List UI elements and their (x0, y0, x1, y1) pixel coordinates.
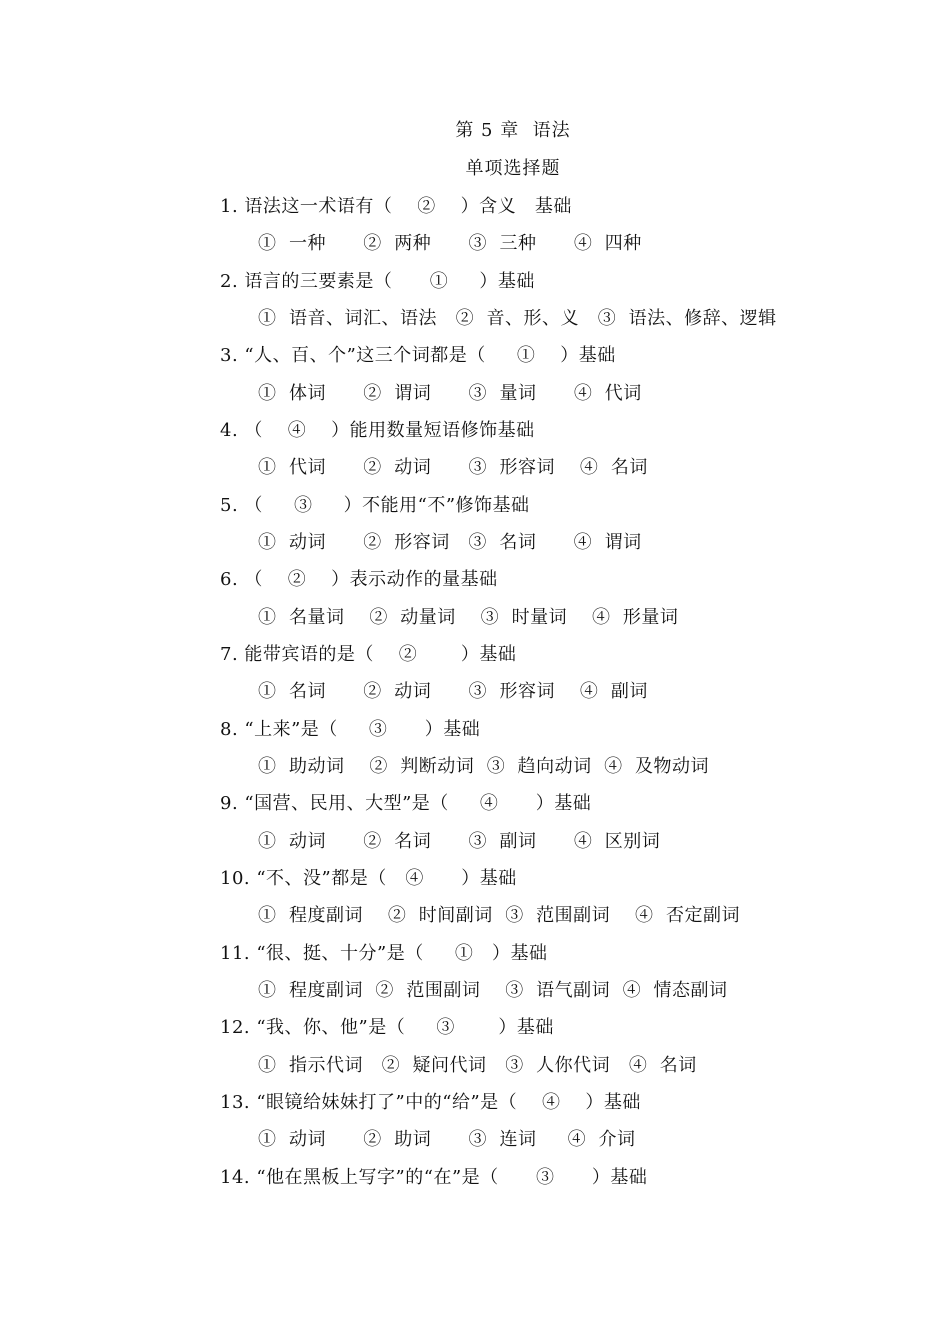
chapter-title: 第 5 章 语法 (455, 120, 571, 141)
question-stem: 14. “他在黑板上写字”的“在”是（ ③ ）基础 (220, 1167, 648, 1188)
question-stem: 8. “上来”是（ ③ ）基础 (220, 719, 481, 740)
question-stem: 1. 语法这一术语有（ ② ）含义 基础 (220, 196, 572, 217)
question-options: ① 程度副词 ② 时间副词 ③ 范围副词 ④ 否定副词 (258, 905, 740, 926)
question-options: ① 动词 ② 助词 ③ 连词 ④ 介词 (258, 1129, 636, 1150)
question-stem: 11. “很、挺、十分”是（ ① ）基础 (220, 943, 548, 964)
question-stem: 6. （ ② ）表示动作的量基础 (220, 569, 498, 590)
question-options: ① 一种 ② 两种 ③ 三种 ④ 四种 (258, 233, 642, 254)
question-options: ① 动词 ② 形容词 ③ 名词 ④ 谓词 (258, 532, 642, 553)
question-stem: 5. （ ③ ）不能用“不”修饰基础 (220, 495, 530, 516)
question-options: ① 名量词 ② 动量词 ③ 时量词 ④ 形量词 (258, 607, 679, 628)
question-options: ① 程度副词 ② 范围副词 ③ 语气副词 ④ 情态副词 (258, 980, 728, 1001)
question-options: ① 语音、词汇、语法 ② 音、形、义 ③ 语法、修辞、逻辑 (258, 308, 777, 329)
question-options: ① 名词 ② 动词 ③ 形容词 ④ 副词 (258, 681, 648, 702)
question-stem: 12. “我、你、他”是（ ③ ）基础 (220, 1017, 554, 1038)
question-stem: 13. “眼镜给妹妹打了”中的“给”是（ ④ ）基础 (220, 1092, 641, 1113)
question-options: ① 助动词 ② 判断动词 ③ 趋向动词 ④ 及物动词 (258, 756, 710, 777)
question-stem: 7. 能带宾语的是（ ② ）基础 (220, 644, 517, 665)
question-options: ① 指示代词 ② 疑问代词 ③ 人你代词 ④ 名词 (258, 1055, 697, 1076)
question-stem: 3. “人、百、个”这三个词都是（ ① ）基础 (220, 345, 616, 366)
question-options: ① 体词 ② 谓词 ③ 量词 ④ 代词 (258, 383, 642, 404)
question-options: ① 动词 ② 名词 ③ 副词 ④ 区别词 (258, 831, 661, 852)
section-title: 单项选择题 (465, 158, 561, 179)
question-stem: 2. 语言的三要素是（ ① ）基础 (220, 271, 535, 292)
question-stem: 10. “不、没”都是（ ④ ）基础 (220, 868, 517, 889)
question-options: ① 代词 ② 动词 ③ 形容词 ④ 名词 (258, 457, 648, 478)
question-stem: 9. “国营、民用、大型”是（ ④ ）基础 (220, 793, 592, 814)
question-stem: 4. （ ④ ）能用数量短语修饰基础 (220, 420, 535, 441)
